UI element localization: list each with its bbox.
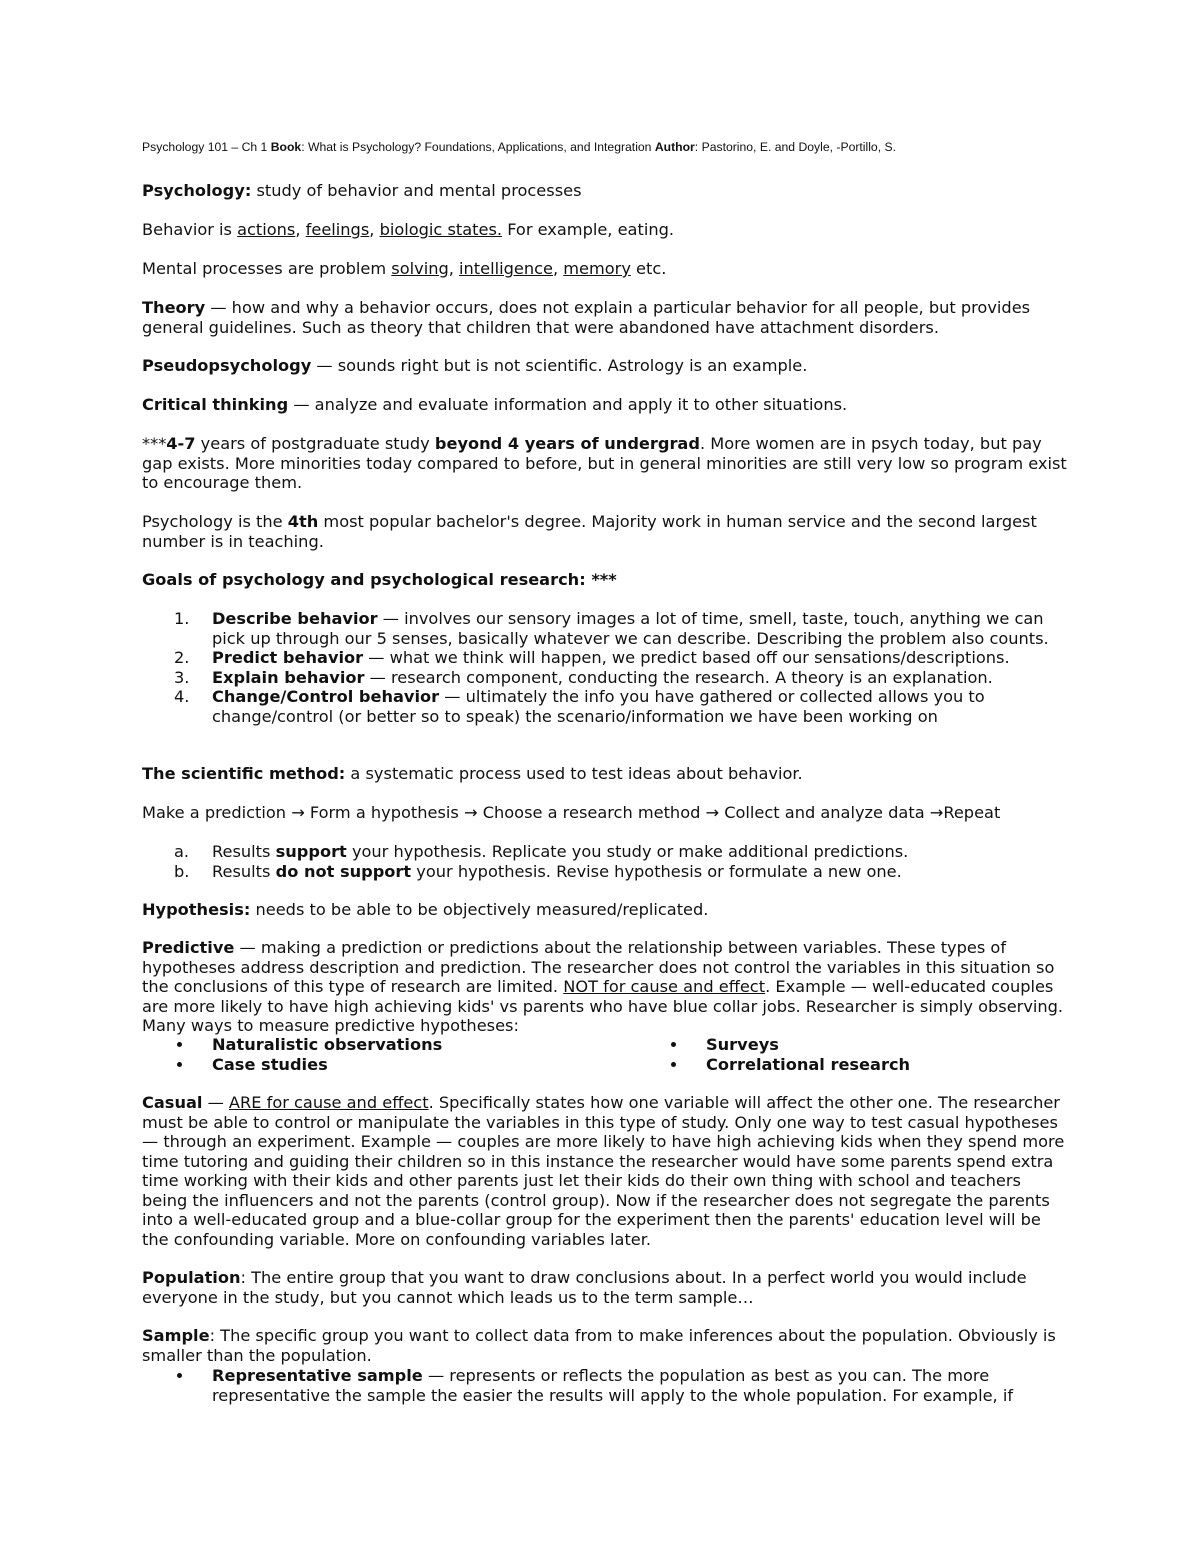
hypothesis-definition — [142, 900, 1067, 920]
definition: : The specific group you want to collect data from to make inferences about the population. Obviously is smaller than the population. — [142, 1326, 1056, 1365]
theory-definition — [142, 298, 1067, 337]
behavior-line — [142, 220, 1067, 240]
text: Psychology is the — [142, 512, 288, 531]
bullet-icon — [177, 1373, 182, 1378]
research-methods-list — [142, 1035, 1067, 1074]
list-letter: a. — [174, 842, 190, 861]
list-item — [142, 842, 1067, 862]
definition: — involves our sensory images a lot of time, smell, taste, touch, anything we can pick up through our 5 senses, basically whatever we can describe. Describing the problem also counts. — [212, 609, 1049, 648]
definition: — sounds right but is not scientific. Astrology is an example. — [311, 356, 808, 375]
underlined-term: memory — [563, 259, 631, 278]
text: Results — [212, 842, 276, 861]
method-item: Naturalistic observations — [212, 1035, 443, 1054]
sample-types-list — [142, 1366, 1067, 1405]
author-label: Author — [654, 140, 695, 154]
text: . Example — well-educated couples are more likely to have high achieving kids' vs parents who have blue collar jobs. Researcher is simply observing. Many ways to measure predictive hypotheses: — [142, 977, 1064, 1035]
list-item — [142, 648, 1067, 668]
term: Representative sample — [212, 1366, 423, 1385]
definition: a systematic process used to test ideas about behavior. — [345, 764, 803, 783]
term: Predict behavior — [212, 648, 364, 667]
goals-list — [142, 609, 1067, 726]
definition: study of behavior and mental processes — [251, 181, 582, 200]
text: , — [448, 259, 460, 278]
term: Critical thinking — [142, 395, 289, 414]
underlined-term: intelligence — [459, 259, 553, 278]
term: Describe behavior — [212, 609, 378, 628]
text: your hypothesis. Replicate you study or make additional predictions. — [346, 842, 909, 861]
definition: — analyze and evaluate information and apply it to other situations. — [288, 395, 848, 414]
definition: — how and why a behavior occurs, does not explain a particular behavior for all people, but provides general guidelines. Such as theory that children that were abandoned have attachment disorders. — [142, 298, 1031, 337]
term: Hypothesis: — [142, 900, 251, 919]
list-item — [142, 609, 1067, 648]
bullet-icon — [671, 1062, 676, 1067]
term: Change/Control behavior — [212, 687, 440, 706]
goals-heading — [142, 570, 1067, 590]
emphasis: support — [275, 842, 347, 861]
text: Results — [212, 861, 276, 881]
sample-definition — [142, 1326, 1067, 1365]
list-item — [142, 668, 1067, 688]
text: , — [295, 220, 306, 239]
term: Psychology: — [142, 181, 252, 200]
emphasis: do not support — [275, 861, 412, 881]
list-item — [142, 1366, 1067, 1405]
heading-text: Goals of psychology and psychological research: *** — [142, 570, 617, 589]
list-item — [142, 862, 1067, 882]
underlined-term: actions — [237, 220, 296, 239]
steps-text: Make a prediction → Form a hypothesis → Choose a research method → Collect and analyze data →Repeat — [142, 803, 1001, 822]
list-number: 4. — [174, 687, 190, 706]
list-number: 1. — [174, 609, 190, 628]
list-number: 2. — [174, 648, 190, 667]
bullet-icon — [177, 1042, 182, 1047]
years: 4-7 — [166, 434, 196, 453]
stars: *** — [142, 434, 167, 453]
definition: — making a prediction or predictions about the relationship between variables. These types of hypotheses address description and prediction. The researcher does not control the variables in this situation so the conclusions of this type of research are limited. — [142, 938, 1055, 996]
term: The scientific method: — [142, 764, 346, 783]
term: Population — [142, 1268, 241, 1287]
degree-paragraph — [142, 512, 1067, 551]
text: years of postgraduate study — [195, 434, 435, 453]
psychology-definition — [142, 181, 1067, 201]
emphasis: 4th — [287, 512, 319, 531]
critical-thinking-definition — [142, 395, 1067, 415]
term: Explain behavior — [212, 667, 365, 687]
text: Behavior is — [142, 220, 238, 239]
method-item: Surveys — [706, 1035, 779, 1054]
text: , — [369, 220, 380, 239]
text: most popular bachelor's degree. Majority work in human service and the second largest number is in teaching. — [142, 512, 1037, 551]
mental-processes-line — [142, 259, 1067, 279]
text: , — [552, 259, 564, 278]
definition: — what we think will happen, we predict based off our sensations/descriptions. — [363, 648, 1010, 667]
underlined-phrase: ARE for cause and effect — [228, 1093, 429, 1112]
method-item: Correlational research — [706, 1054, 911, 1074]
list-letter: b. — [174, 861, 190, 881]
text: Mental processes are problem — [142, 259, 392, 278]
predictive-paragraph — [142, 938, 1067, 1036]
casual-paragraph — [142, 1093, 1067, 1249]
definition: — ultimately the info you have gathered or collected allows you to change/control (or better so to speak) the scenario/information we have been working on — [212, 687, 985, 726]
text: your hypothesis. Revise hypothesis or formulate a new one. — [411, 861, 902, 881]
definition: needs to be able to be objectively measured/replicated. — [250, 900, 709, 919]
term: Theory — [142, 298, 206, 317]
underlined-term: biologic states. — [379, 220, 503, 239]
list-row — [142, 1055, 1067, 1075]
course-title: Psychology 101 – Ch 1 — [142, 140, 268, 154]
document-header — [142, 139, 1067, 155]
list-number: 3. — [174, 667, 190, 687]
term: Sample — [142, 1326, 210, 1345]
book-label: Book — [270, 140, 302, 154]
emphasis: beyond 4 years of undergrad — [434, 434, 700, 453]
text: For example, eating. — [502, 220, 674, 239]
postgraduate-paragraph — [142, 434, 1067, 493]
list-row — [142, 1035, 1067, 1055]
scientific-method-definition — [142, 764, 1067, 784]
population-definition — [142, 1268, 1067, 1307]
book-title: : What is Psychology? Foundations, Applications, and Integration — [301, 140, 652, 154]
author-names: : Pastorino, E. and Doyle, -Portillo, S. — [694, 140, 896, 154]
underlined-phrase: NOT for cause and effect — [563, 977, 766, 996]
term: Predictive — [142, 938, 235, 957]
results-list — [142, 842, 1067, 881]
term: Casual — [142, 1093, 203, 1112]
underlined-term: solving — [391, 259, 449, 278]
definition: — research component, conducting the research. A theory is an explanation. — [364, 667, 993, 687]
text: — — [202, 1093, 229, 1112]
text: . Specifically states how one variable will affect the other one. The researcher must be able to control or manipulate the variables in this type of study. Only one way to test casual hypotheses — through an experiment. Example — couples are more likely to have high achieving kids when they spend more time tutoring and guiding their children so in this instance the researcher would have some parents spend extra time working with their kids and other parents just let their kids do their own thing with school and teachers being the influencers and not the parents (control group). Now if the researcher does not segregate the parents into a well-educated group and a blue-collar group for the experiment then the parents' education level will be the confounding variable. More on confounding variables later. — [142, 1093, 1065, 1249]
method-item: Case studies — [212, 1054, 328, 1074]
text: . More women are in psych today, but pay gap exists. More minorities today compared to before, but in general minorities are still very low so program exist to encourage them. — [142, 434, 1067, 492]
bullet-icon — [177, 1062, 182, 1067]
underlined-term: feelings — [305, 220, 370, 239]
term: Pseudopsychology — [142, 356, 312, 375]
definition: : The entire group that you want to draw conclusions about. In a perfect world you would include everyone in the study, but you cannot which leads us to the term sample… — [142, 1268, 1027, 1307]
definition: — represents or reflects the population as best as you can. The more representative the sample the easier the results will apply to the whole population. For example, if — [212, 1366, 1014, 1405]
text: etc. — [630, 259, 667, 278]
bullet-icon — [671, 1042, 676, 1047]
pseudopsychology-definition — [142, 356, 1067, 376]
method-steps — [142, 803, 1067, 823]
list-item — [142, 687, 1067, 726]
